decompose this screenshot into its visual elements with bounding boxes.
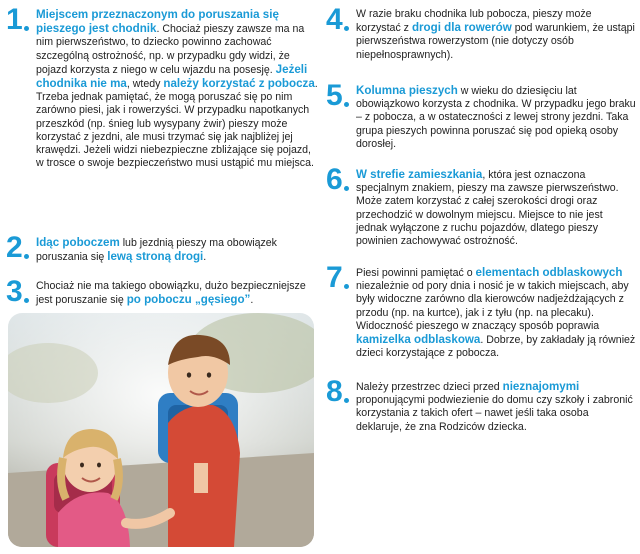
rule-item-6 [326,163,636,266]
rule-number: 8 [326,375,343,408]
rule-item-8 [326,375,636,450]
right-column [326,0,636,450]
rule-item-7 [326,261,636,380]
rule-number: 3 [6,275,23,308]
rule-text: W strefie zamieszkania, która jest oznaczona specjalnym znakiem, pieszy ma zawsze pierwszeństwo. Może zatem korzystać z całej szerokości drogi oraz przechodzić w dowolnym miejscu. Miejsce to nie jest jednak wyłączone z ruchu pojazdów, dlatego pieszy powinien zachowywać ostrożność. [356,168,619,248]
rule-text: Kolumna pieszych w wieku do dziesięciu lat obowiązkowo korzysta z chodnika. W przypadku jego braku – z pobocza, a w ostateczności z lewej strony jezdni. Taka grupa pieszych powinna poruszać się pod opieką osoby dorosłej. [356,84,636,150]
rule-text: Miejscem przeznaczonym do poruszania się pieszego jest chodnik. Chociaż pieszy zawsze ma na nim pierwszeństwo, to dziecko powinno zachować szczególną ostrożność, np. w przypadku gdy widzi, że pojazd korzysta z niego w celu wjazdu na posesję. Jeżeli chodnika nie ma, wtedy należy korzystać z pobocza. Trzeba jednak pamiętać, że mogą poruszać się po nim zarówno piesi, jak i rowerzyści. W przypadku napotkanych przeszkód (np. śnieg lub wysypany żwir) pieszy może korzystać z jezdni, ale musi trzymać się jak najbliżej jej krawędzi. Jeżeli widzi niebezpieczne zbliżające się pojazd, w trosce o swoje bezpieczeństwo musi ustąpić mu miejsca. [36,8,318,170]
left-column [6,0,320,320]
photo-illustration [8,313,314,547]
rule-text: Idąc poboczem lub jezdnią pieszy ma obowiązek poruszania się lewą stroną drogi. [36,236,277,264]
rule-number: 6 [326,163,343,196]
rule-text: Piesi powinni pamiętać o elementach odblaskowych niezależnie od pory dnia i nosić je w takich miejscach, aby były widoczne zarówno dla kierowców nadjeżdżających z przodu (np. na kurtce), jak i z tyłu (np. na plecaku). Widoczność pieszego w znaczący sposób poprawia kamizelka odblaskowa. Dobrze, by zakładały ją również dzieci korzystające z pobocza. [356,266,636,360]
rule-number: 1 [6,3,23,36]
rule-number: 7 [326,261,343,294]
rule-number: 2 [6,231,23,264]
rule-item-2 [6,231,320,280]
rule-item-1 [6,3,320,236]
children-walking-photo [8,313,314,547]
rule-text: W razie braku chodnika lub pobocza, pieszy może korzystać z drogi dla rowerów pod warunkiem, że ustąpi pierwszeństwa rowerzystom (nie dotyczy osób niepełnosprawnych). [356,8,635,61]
rule-text: Należy przestrzec dzieci przed nieznajomymi proponującymi podwiezienie do domu czy szkoły i zabronić korzystania z takich ofert – nawet jeśli taka osoba deklaruje, że zna Rodziców dziecka. [356,380,633,433]
rule-item-4 [326,3,636,84]
rule-text: Chociaż nie ma takiego obowiązku, dużo bezpieczniejsze jest poruszanie się po poboczu „gęsiego”. [36,280,306,307]
rule-item-5 [326,79,636,168]
rule-number: 4 [326,3,343,36]
rule-number: 5 [326,79,343,112]
